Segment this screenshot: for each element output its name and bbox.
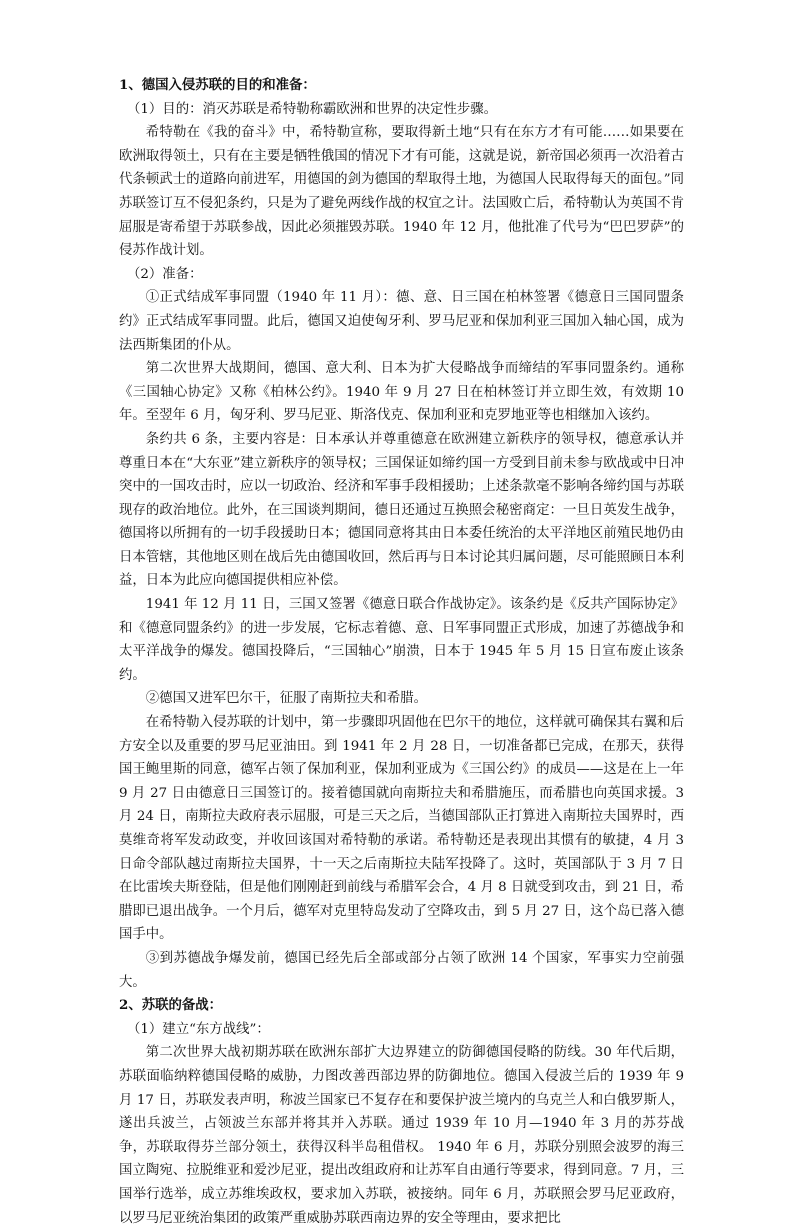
paragraph: ③到苏德战争爆发前，德国已经先后全部或部分占领了欧洲 14 个国家，军事实力空前强大。 [119,950,684,990]
paragraph: 条约共 6 条，主要内容是：日本承认并尊重德意在欧洲建立新秩序的领导权，德意承认并尊重日本在“大东亚”建立新秩序的领导权；三国保证如缔约国一方受到目前未参与欧战或中日冲突中的一国攻击时，应以一切政治、经济和军事手段相援助；上述条款毫不影响各缔约国与苏联现存的政治地位。此外，在三国谈判期间，德日还通过互换照会秘密商定：一旦日英发生战争，德国将以所拥有的一切手段援助日本；德国同意将其由日本委任统治的太平洋地区前殖民地仍由日本管辖，其他地区则在战后先由德国收回，然后再与日本讨论其归属问题，尽可能照顾日本利益，日本为此应向德国提供相应补偿。 [119,431,684,589]
paragraph: 第二次世界大战初期苏联在欧洲东部扩大边界建立的防御德国侵略的防线。30 年代后期，苏联面临纳粹德国侵略的威胁，力图改善西部边界的防御地位。德国入侵波兰后的 1939 年 9 月 17 日，苏联发表声明，称波兰国家已不复存在和要保护波兰境内的乌克兰人和白俄罗斯人，遂出兵波兰，占领波兰东部并将其并入苏联。通过 1939 年 10 月—1940 年 3 月的苏芬战争，苏联取得芬兰部分领土，获得汉科半岛租借权。 1940 年 6 月，苏联分别照会波罗的海三国立陶宛、拉脱维亚和爱沙尼亚，提出改组政府和让苏军自由通行等要求，得到同意。7 月，三国举行选举，成立苏维埃政权，要求加入苏联，被接纳。同年 6 月，苏联照会罗马尼亚政府，以罗马尼亚统治集团的政策严重威胁苏联西南边界的安全等理由，要求把比 [119,1045,684,1226]
subheading-eastern-front: （1）建立“东方战线”： [127,1021,270,1037]
section-heading-2: 2、苏联的备战： [119,997,223,1014]
section-heading-1: 1、德国入侵苏联的目的和准备： [119,77,316,93]
paragraph: ①正式结成军事同盟（1940 年 11 月）：德、意、日三国在柏林签署《德意日三国同盟条约》正式结成军事同盟。此后，德国又迫使匈牙利、罗马尼亚和保加利亚三国加入轴心国，成为法西斯集团的仆从。 [119,290,684,353]
paragraph: 1941 年 12 月 11 日，三国又签署《德意日联合作战协定》。该条约是《反共产国际协定》和《德意同盟条约》的进一步发展，它标志着德、意、日军事同盟正式形成，加速了苏德战争和太平洋战争的爆发。德国投降后，“三国轴心”崩溃，日本于 1945 年 5 月 15 日宣布废止该条约。 [119,597,684,683]
paragraph: 第二次世界大战期间，德国、意大利、日本为扩大侵略战争而缔结的军事同盟条约。通称《三国轴心协定》又称《柏林公约》。1940 年 9 月 27 日在柏林签订并立即生效，有效期 10 年。至翌年 6 月，匈牙利、罗马尼亚、斯洛伐克、保加利亚和克罗地亚等也相继加入该约。 [119,361,684,424]
subheading-preparation: （2）准备： [127,266,203,282]
paragraph: 在希特勒入侵苏联的计划中，第一步骤即巩固他在巴尔干的地位，这样就可确保其右翼和后方安全以及重要的罗马尼亚油田。到 1941 年 2 月 28 日，一切准备都已完成，在那天，获得国王鲍里斯的同意，德军占领了保加利亚，保加利亚成为《三国公约》的成员——这是在上一年 9 月 27 日由德意日三国签订的。接着德国就向南斯拉夫和希腊施压，而希腊也向英国求援。3 月 24 日，南斯拉夫政府表示屈服，可是三天之后，当德国部队正打算进入南斯拉夫国界时，西莫维奇将军发动政变，并收回该国对希特勒的承诺。希特勒还是表现出其惯有的敏捷，4 月 3 日命令部队越过南斯拉夫国界，十一天之后南斯拉夫陆军投降了。这时，英国部队于 3 月 7 日在比雷埃夫斯登陆，但是他们刚刚赶到前线与希腊军会合，4 月 8 日就受到攻击，到 21 日，希腊即已退出战争。一个月后，德军对克里特岛发动了空降攻击，到 5 月 27 日，这个岛已落入德国手中。 [119,715,684,943]
document-page [119,74,684,1230]
subheading-purpose: （1）目的：消灭苏联是希特勒称霸欧洲和世界的决定性步骤。 [127,101,498,117]
paragraph: 希特勒在《我的奋斗》中，希特勒宣称，要取得新土地“只有在东方才有可能……如果要在欧洲取得领土，只有在主要是牺牲俄国的情况下才有可能，这就是说，新帝国必须再一次沿着古代条顿武士的道路向前进军，用德国的剑为德国的犁取得土地，为德国人民取得每天的面包。”同苏联签订互不侵犯条约，只是为了避免两线作战的权宜之计。法国败亡后，希特勒认为英国不肯屈服是寄希望于苏联参战，因此必须摧毁苏联。1940 年 12 月，他批准了代号为“巴巴罗萨”的侵苏作战计划。 [119,125,684,259]
paragraph: ②德国又进军巴尔干，征服了南斯拉夫和希腊。 [145,691,427,707]
